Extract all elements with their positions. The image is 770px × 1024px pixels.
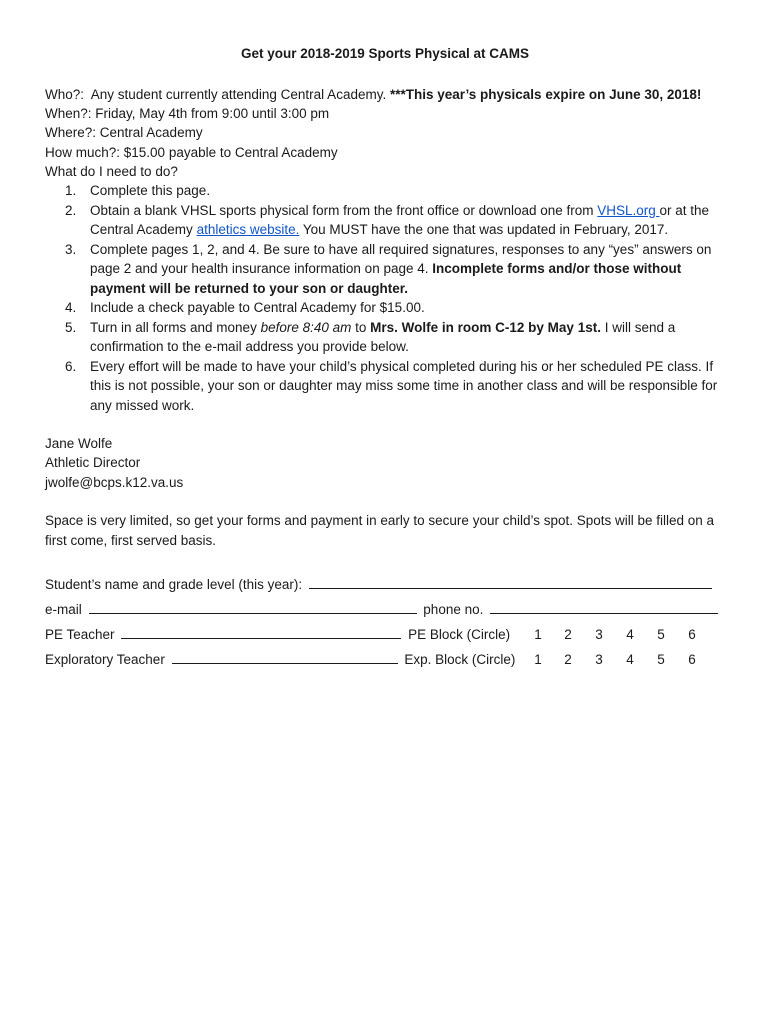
phone-field[interactable] xyxy=(490,600,718,614)
email-label: e-mail xyxy=(45,602,82,617)
athletics-website-link[interactable]: athletics website. xyxy=(196,222,300,237)
who-text: Any student currently attending Central Academy. xyxy=(90,87,387,102)
steps-list xyxy=(45,181,735,415)
student-name-field[interactable] xyxy=(309,575,712,589)
phone-label: phone no. xyxy=(423,602,484,617)
what-line: What do I need to do? xyxy=(45,164,178,179)
who-line xyxy=(45,85,701,105)
vhsl-link[interactable]: VHSL.org xyxy=(597,202,660,218)
list-item: 2. Obtain a blank VHSL sports physical form from the front office or download one from VHSL.org or at the Central Academy athletics website. You MUST have the one that was updated in February, 2017. xyxy=(65,202,710,237)
student-row xyxy=(45,575,735,595)
student-label: Student’s name and grade level (this year): xyxy=(45,577,303,592)
exp-row xyxy=(45,650,735,670)
who-emphasis: ***This year’s physicals expire on June 30, 2018! xyxy=(389,87,702,102)
exp-teacher-field[interactable] xyxy=(172,650,398,664)
exp-teacher-label: Exploratory Teacher xyxy=(45,652,165,667)
pe-row xyxy=(45,625,735,645)
exp-block-label: Exp. Block (Circle) xyxy=(404,652,516,667)
who-label: Who?: xyxy=(45,87,85,102)
list-item: 5. Turn in all forms and money before 8:40 am to Mrs. Wolfe in room C-12 by May 1st. I will send a confirmation to the e-mail address you provide below. xyxy=(65,319,676,354)
pe-block-option[interactable]: 6 xyxy=(688,627,696,642)
where-line: Where?: Central Academy xyxy=(45,125,203,140)
notice-paragraph: Space is very limited, so get your forms and payment in early to secure your child’s spot. Spots will be filled on a first come, first served basis. xyxy=(45,513,715,548)
list-item: 4. Include a check payable to Central Academy for $15.00. xyxy=(65,300,425,315)
pe-block-option[interactable]: 3 xyxy=(595,627,603,642)
exp-block-option[interactable]: 1 xyxy=(534,652,542,667)
email-row xyxy=(45,600,735,620)
contact-role: Athletic Director xyxy=(45,455,141,470)
pe-block-label: PE Block (Circle) xyxy=(408,627,511,642)
contact-email: jwolfe@bcps.k12.va.us xyxy=(45,475,184,490)
pe-block-option[interactable]: 4 xyxy=(626,627,634,642)
email-field[interactable] xyxy=(89,600,417,614)
page-title: Get your 2018-2019 Sports Physical at CAMS xyxy=(240,46,530,61)
list-item: 1. Complete this page. xyxy=(65,183,211,198)
contact-name: Jane Wolfe xyxy=(45,436,113,451)
when-line: When?: Friday, May 4th from 9:00 until 3:00 pm xyxy=(45,106,330,121)
pe-teacher-field[interactable] xyxy=(121,625,401,639)
list-item: 6. Every effort will be made to have your child’s physical completed during his or her scheduled PE class. If this is not possible, your son or daughter may miss some time in another class and will be responsible for any missed work. xyxy=(65,358,718,413)
exp-block-option[interactable]: 5 xyxy=(657,652,665,667)
exp-block-option[interactable]: 3 xyxy=(595,652,603,667)
exp-block-option[interactable]: 4 xyxy=(626,652,634,667)
list-item: 3. Complete pages 1, 2, and 4. Be sure to have all required signatures, responses to any “yes” answers on page 2 and your health insurance information on page 4. Incomplete forms and/or those without payment will be returned to your son or daughter. xyxy=(65,241,712,296)
exp-block-option[interactable]: 6 xyxy=(688,652,696,667)
exp-block-option[interactable]: 2 xyxy=(564,652,572,667)
how-much-line: How much?: $15.00 payable to Central Academy xyxy=(45,145,338,160)
pe-block-option[interactable]: 5 xyxy=(657,627,665,642)
pe-block-option[interactable]: 1 xyxy=(534,627,542,642)
pe-teacher-label: PE Teacher xyxy=(45,627,115,642)
pe-block-option[interactable]: 2 xyxy=(564,627,572,642)
